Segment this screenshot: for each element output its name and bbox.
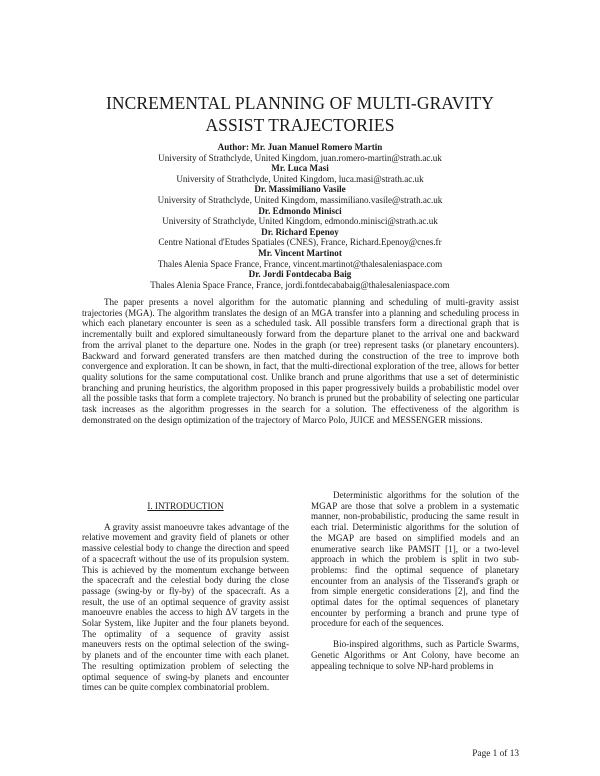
author-affiliation: Thales Alenia Space France, France, vincent.martinot@thalesaleniaspace.com [157,258,443,269]
author-name: Dr. Massimiliano Vasile [254,184,346,195]
page-number: Page 1 of 13 [472,749,519,759]
right-column [311,490,519,681]
author-affiliation: University of Strathclyde, United Kingdom, juan.romero-martin@strath.ac.uk [158,152,442,163]
title-line-2: ASSIST TRAJECTORIES [205,115,395,135]
intro-paragraph: A gravity assist manoeuvre takes advantage of the relative movement and gravity field of planets or other massive celestial body to change the direction and speed of a spacecraft without the use of its propulsion system. This is achieved by the momentum exchange between the spacecraft and the celestial body during the close passage (swing-by or fly-by) of the spacecraft. As a result, the use of an optimal sequence of gravity assist manoeuvre enables the access to high ΔV targets in the Solar System, like Jupiter and the four planets beyond. The optimality of a sequence of gravity assist maneuvers rests on the optimal selection of the swing-by planets and of the encounter time with each planet. The resulting optimization problem of selecting the optimal sequence of swing-by planets and encounter times can be quite complex combinatorial problem. [82,521,289,693]
author-affiliation: University of Strathclyde, United Kingdom, edmondo.minisci@strath.ac.uk [162,216,438,227]
abstract-text: The paper presents a novel algorithm for the automatic planning and scheduling of multi-gravity assist trajectories (MGA). The algorithm translates the design of an MGA transfer into a planning and scheduling process in which each planetary encounter is seen as a scheduled task. All possible transfers form a directional graph that is incrementally built and explored simultaneously forward from the departure planet to the arrival one and backward from the arrival planet to the departure one. Nodes in the graph (or tree) represent tasks (or planetary encounters). Backward and forward generated transfers are then matched during the construction of the tree to improve both convergence and exploration. It can be shown, in fact, that the multi-directional exploration of the tree, allows for better quality solutions for the same computational cost. Unlike branch and prune algorithms that use a set of deterministic branching and pruning heuristics, the algorithm proposed in this paper progressively builds a probabilistic model over all the possible tasks that form a complete trajectory. No branch is pruned but the probability of selecting one particular task increases as the algorithm progresses in the search for a solution. The effectiveness of the algorithm is demonstrated on the design optimization of the trajectory of Marco Polo, JUICE and MESSENGER missions. [82,297,519,425]
author-name: Mr. Luca Masi [271,163,329,174]
author-name: Dr. Edmondo Minisci [258,205,342,216]
abstract [82,297,519,425]
author-name: Mr. Vincent Martinot [258,247,342,258]
body-paragraph: Bio-inspired algorithms, such as Particle Swarms, Genetic Algorithms or Ant Colony, have become an appealing technique to solve NP-hard problems in [311,639,519,671]
title-line-1: INCREMENTAL PLANNING OF MULTI-GRAVITY [105,93,495,113]
left-column [82,501,289,703]
body-paragraph: Deterministic algorithms for the solution of the MGAP are those that solve a problem in a systematic manner, non-probabilistic, producing the same result in each trial. Deterministic algorithms for the solution of the MGAP are based on simplified models and an enumerative search like PAMSIT [1], or a two-level approach in which the problem is split in two sub-problems: find the optimal sequence of planetary encounter from an analysis of the Tisserand's graph or from simple energetic considerations [2], and find the optimal dates for the optimal sequences of planetary encounter by performing a branch and prune type of procedure for each of the sequences. [311,490,519,629]
author-name: Author: Mr. Juan Manuel Romero Martin [217,142,383,152]
author-name: Dr. Jordi Fontdecaba Baig [248,269,352,280]
author-affiliation: Centre National d'Etudes Spatiales (CNES), France, Richard.Epenoy@cnes.fr [158,237,442,248]
author-name: Dr. Richard Epenoy [261,226,339,237]
author-affiliation: Thales Alenia Space France, France, jordi.fontdecababaig@thalesaleniaspace.com [150,279,450,290]
section-heading: I. INTRODUCTION [147,501,224,511]
author-list [60,142,540,290]
author-affiliation: University of Strathclyde, United Kingdom, massimiliano.vasile@strath.ac.uk [157,194,443,205]
author-affiliation: University of Strathclyde, United Kingdom, luca.masi@strath.ac.uk [176,173,424,184]
paper-title [60,92,540,136]
